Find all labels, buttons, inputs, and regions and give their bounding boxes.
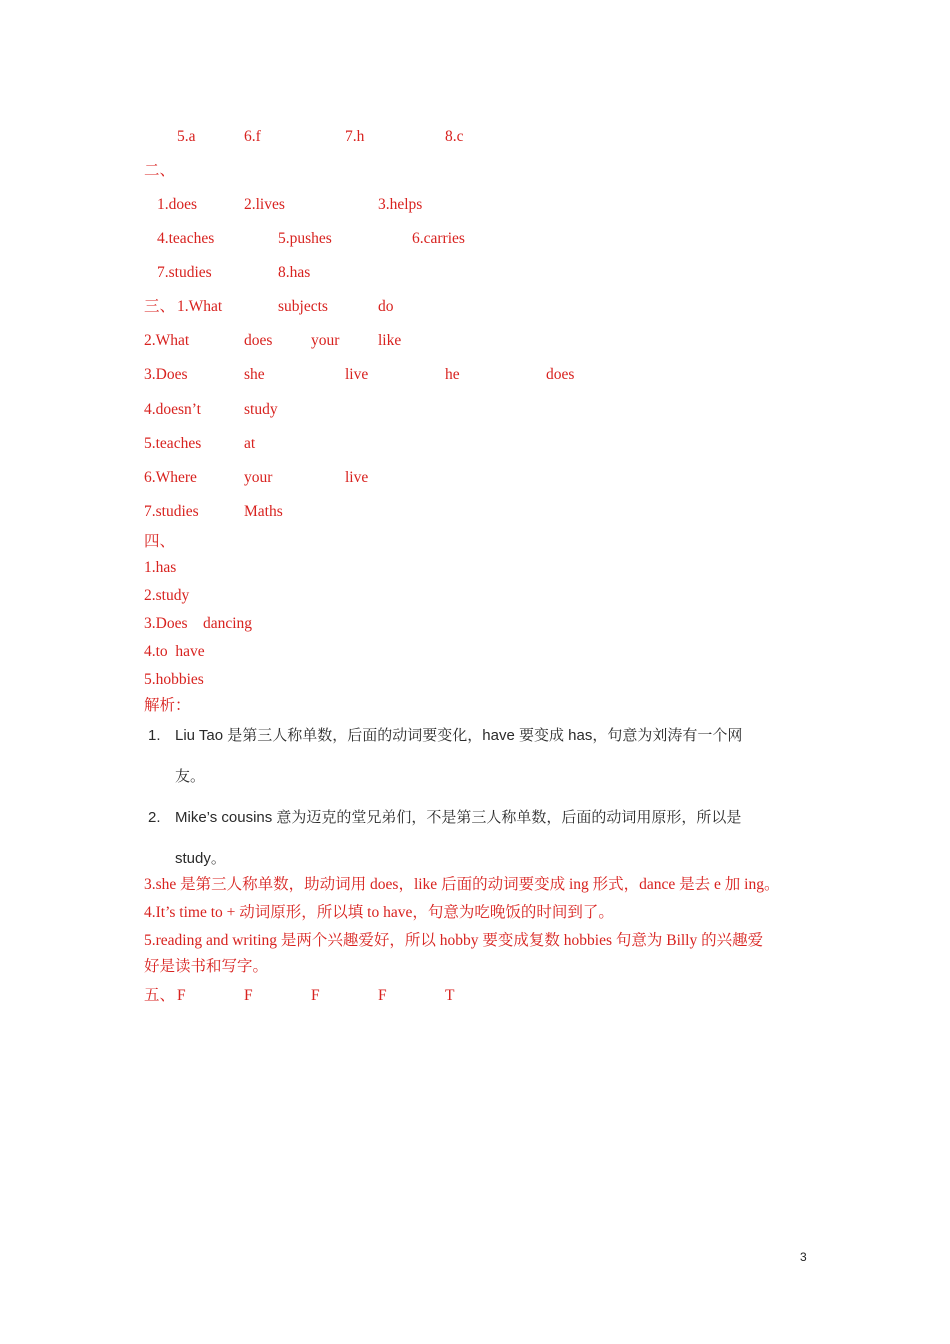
section-2-heading: 二、 — [144, 162, 176, 179]
section-4-heading: 四、 — [144, 533, 176, 550]
s3-word: live — [345, 366, 369, 383]
s4-answer: 4.to have — [144, 643, 205, 660]
s3-word: he — [445, 366, 460, 383]
s3-word: she — [244, 366, 265, 383]
s3-word: like — [378, 332, 402, 349]
analysis-item-text: Mike’s cousins 意为迈克的堂兄弟们，不是第三人称单数，后面的动词用原形，所以是 — [175, 809, 742, 826]
s3-word: 1.What — [177, 298, 223, 315]
analysis-item-text: 4.It’s time to + 动词原形，所以填 to have，句意为吃晚饭的时间到了。 — [144, 904, 614, 921]
s3-word: does — [244, 332, 273, 349]
analysis-item-number: 2. — [148, 809, 161, 826]
s5-answer: T — [445, 987, 455, 1004]
s3-word: 3.Does — [144, 366, 188, 383]
section-3-heading: 三、 — [144, 298, 176, 315]
analysis-item-text: 3.she 是第三人称单数，助动词用 does，like 后面的动词要变成 ing 形式，dance 是去 e 加 ing。 — [144, 876, 780, 893]
s4-answer: 1.has — [144, 559, 177, 576]
s3-word: study — [244, 401, 278, 418]
s5-answer: F — [311, 987, 320, 1004]
s2-answer: 3.helps — [378, 196, 423, 213]
s3-word: your — [311, 332, 340, 349]
s2-answer: 5.pushes — [278, 230, 332, 247]
s4-answer: 3.Does dancing — [144, 615, 253, 632]
s3-word: Maths — [244, 503, 283, 520]
s3-word: at — [244, 435, 256, 452]
s3-word: 4.doesn’t — [144, 401, 201, 418]
s2-answer: 6.carries — [412, 230, 465, 247]
answer-7: 7.h — [345, 128, 365, 145]
s2-answer: 7.studies — [157, 264, 212, 281]
analysis-item-text: Liu Tao 是第三人称单数，后面的动词要变化，have 要变成 has，句意为刘涛有一个网 — [175, 727, 743, 744]
answer-5: 5.a — [177, 128, 196, 145]
s2-answer: 8.has — [278, 264, 311, 281]
answer-8: 8.c — [445, 128, 464, 145]
analysis-heading: 解析： — [144, 697, 191, 714]
s5-answer: F — [177, 987, 186, 1004]
s3-word: does — [546, 366, 575, 383]
s3-word: do — [378, 298, 394, 315]
s2-answer: 4.teaches — [157, 230, 215, 247]
analysis-item-text: 友。 — [175, 768, 206, 785]
s3-word: 6.Where — [144, 469, 197, 486]
answer-6: 6.f — [244, 128, 261, 145]
s3-word: 7.studies — [144, 503, 199, 520]
s3-word: subjects — [278, 298, 328, 315]
s5-answer: F — [378, 987, 387, 1004]
s3-word: your — [244, 469, 273, 486]
s3-word: live — [345, 469, 369, 486]
s2-answer: 1.does — [157, 196, 198, 213]
analysis-item-number: 1. — [148, 727, 161, 744]
s4-answer: 2.study — [144, 587, 190, 604]
analysis-item-text: 好是读书和写字。 — [144, 958, 269, 975]
s2-answer: 2.lives — [244, 196, 285, 213]
section-5-heading: 五、 — [144, 987, 176, 1004]
analysis-item-text: study。 — [175, 850, 226, 867]
s3-word: 5.teaches — [144, 435, 202, 452]
analysis-item-text: 5.reading and writing 是两个兴趣爱好，所以 hobby 要变成复数 hobbies 句意为 Billy 的兴趣爱 — [144, 932, 764, 949]
s4-answer: 5.hobbies — [144, 671, 204, 688]
s5-answer: F — [244, 987, 253, 1004]
s3-word: 2.What — [144, 332, 190, 349]
page-number: 3 — [800, 1250, 807, 1264]
